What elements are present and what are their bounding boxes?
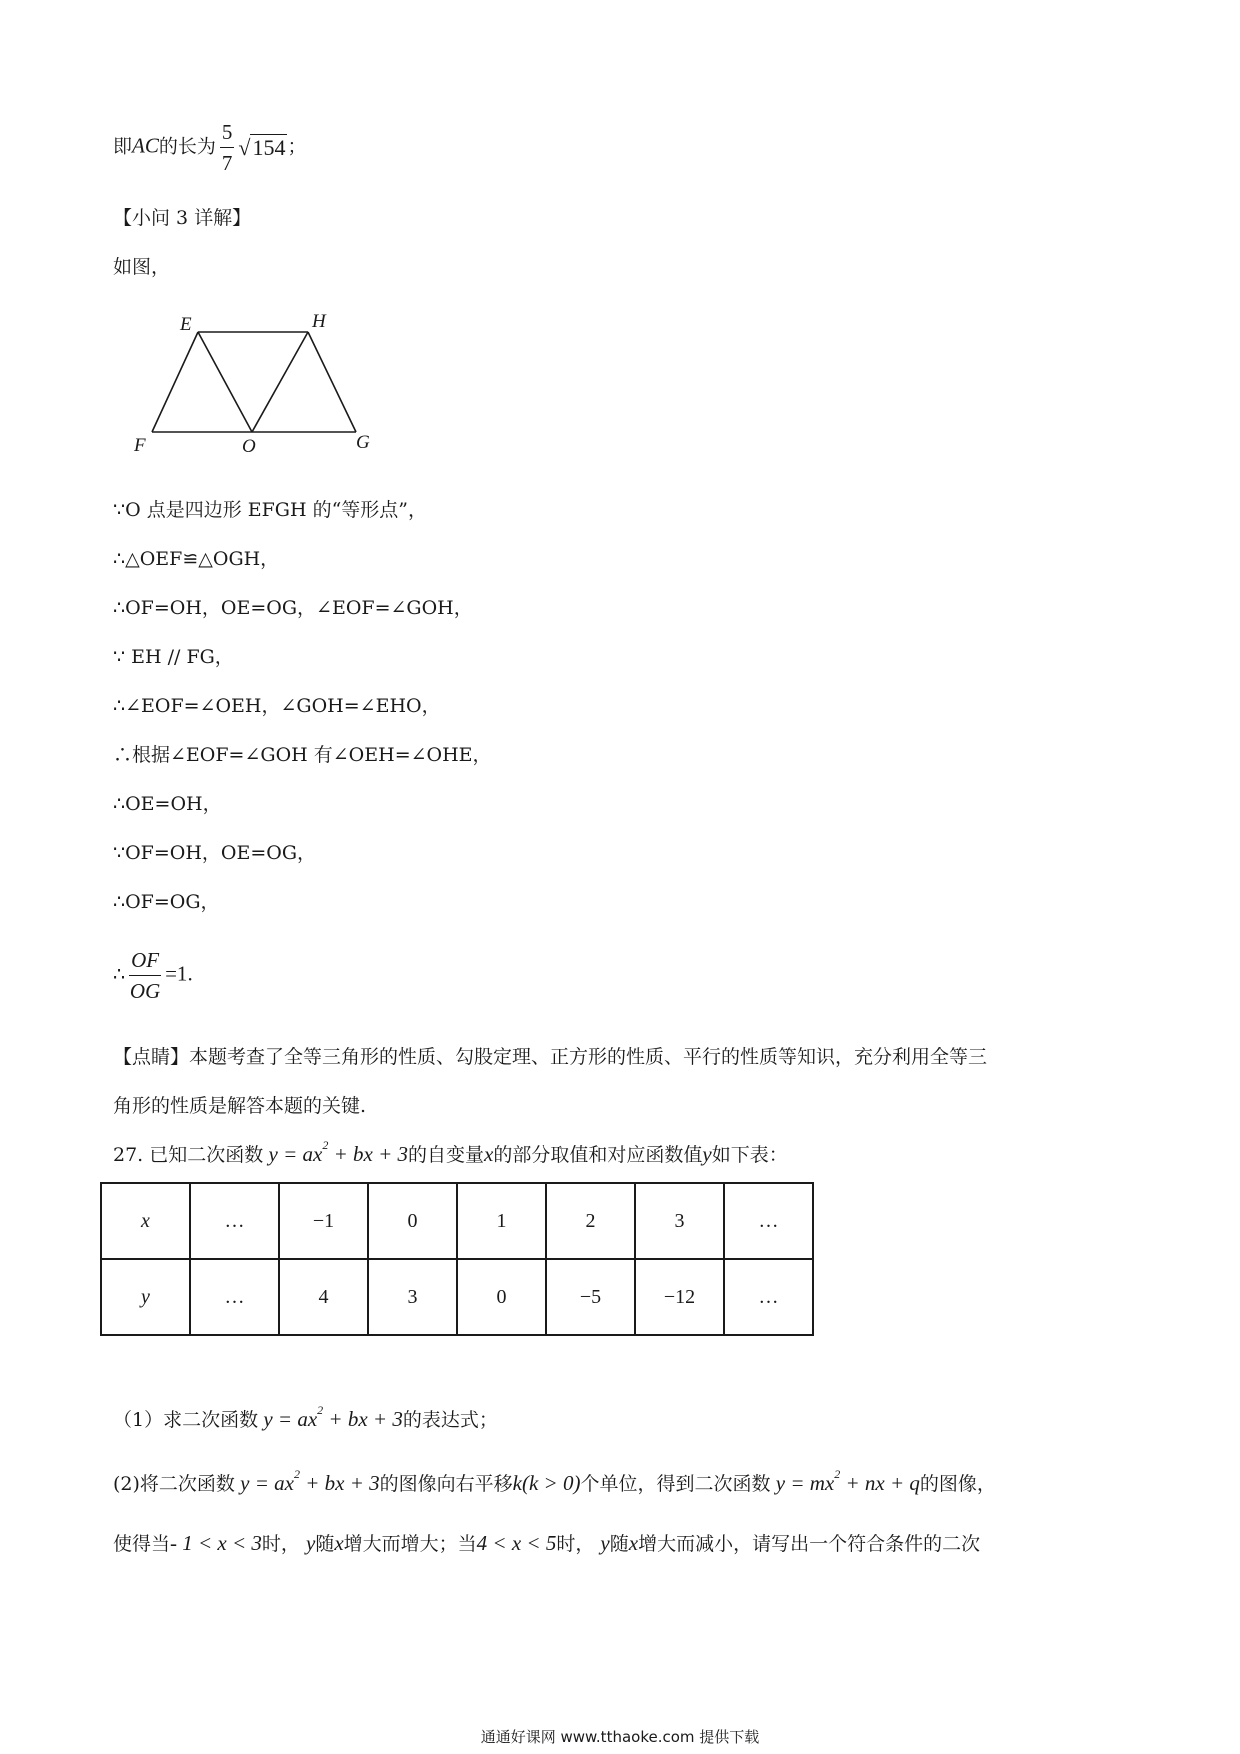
part-2-text: 随 (609, 1533, 629, 1555)
part-2-text: 时， (261, 1533, 300, 1555)
part-1 (113, 1403, 498, 1433)
part-2-text: 的图像向右平移 (379, 1473, 513, 1495)
question-text: 如下表： (711, 1144, 788, 1166)
table-cell: 0 (457, 1259, 546, 1335)
table-cell: 2 (546, 1183, 635, 1259)
label-g: G (356, 432, 370, 453)
var-x: x (628, 1531, 639, 1555)
part-2-line-1 (113, 1467, 996, 1497)
sub3-heading: 【小问 3 详解】 (113, 207, 252, 229)
part-2-text: 随 (315, 1533, 335, 1555)
table-cell: … (724, 1259, 813, 1335)
part-2-text: 增大而减小，请写出一个符合条件的二次 (638, 1533, 981, 1555)
table-cell: … (724, 1183, 813, 1259)
therefore-symbol: ∴ (113, 963, 126, 986)
shifted-function: $y = mx^2$ + nx + q (770, 1467, 920, 1495)
part-2-text: 使得当 (113, 1533, 171, 1555)
footer-credit: 通通好课网 www.tthaoke.com 提供下载 (480, 1728, 760, 1746)
table-header-y: y (101, 1259, 190, 1335)
segment-ef (152, 332, 198, 432)
label-f: F (134, 435, 146, 456)
table-cell: 3 (635, 1183, 724, 1259)
question-text: 的自变量 (408, 1144, 485, 1166)
answer-fraction (220, 117, 235, 178)
var-y: y (305, 1531, 316, 1555)
answer-mid: 的长为 (158, 135, 216, 158)
sqrt-expression: √154 (238, 134, 286, 160)
proof-step: ∵ EH // FG， (113, 646, 234, 668)
ratio-numerator: OF (129, 945, 161, 976)
answer-var: AC (132, 133, 159, 158)
shift-k: k(k > 0) (512, 1471, 581, 1495)
answer-ac-line (113, 117, 306, 178)
table-cell: 0 (368, 1183, 457, 1259)
answer-suffix: ； (287, 135, 307, 158)
part-2-text: 个单位，得到二次函数 (580, 1473, 771, 1495)
ratio-end: . (187, 961, 193, 986)
condition-1: - 1 < x < 3 (170, 1531, 262, 1555)
proof-step: ∴∠EOF=∠OEH，∠GOH=∠EHO， (113, 695, 441, 717)
fraction-denominator: 7 (221, 151, 233, 175)
part-1-end: 的表达式； (402, 1409, 498, 1431)
part-1-label: （1）求二次函数 (113, 1409, 259, 1431)
table-header-x: x (101, 1183, 190, 1259)
table-row-y (101, 1259, 813, 1335)
fraction-numerator: 5 (220, 117, 235, 148)
proof-step: ∵OF=OH，OE=OG， (113, 842, 317, 864)
question-27 (113, 1138, 788, 1168)
ratio-rhs: =1 (165, 961, 188, 986)
ratio-fraction (129, 945, 161, 1006)
answer-prefix: 即 (113, 135, 133, 158)
var-x: x (334, 1531, 344, 1555)
proof-step: ∴△OEF≌△OGH， (113, 548, 280, 570)
part-2-text: 增大而增大；当 (343, 1533, 477, 1555)
radicand: 154 (252, 134, 286, 160)
comment-line-2: 角形的性质是解答本题的关键. (113, 1095, 367, 1117)
function-expression: $y = ax^2$ + bx + 3 (234, 1467, 380, 1495)
var-y: y (702, 1142, 712, 1166)
question-text: 已知二次函数 (149, 1144, 264, 1166)
final-ratio-line (113, 945, 193, 1006)
value-table (100, 1182, 814, 1336)
proof-step: ∴OF=OH，OE=OG，∠EOF=∠GOH， (113, 597, 473, 619)
proof-step: ∴根据∠EOF=∠GOH 有∠OEH=∠OHE， (113, 744, 492, 766)
condition-2: 4 < x < 5 (476, 1531, 557, 1555)
segment-eo (198, 332, 252, 432)
var-x: x (484, 1142, 494, 1166)
trapezoid-figure (120, 310, 380, 460)
segment-ho (252, 332, 308, 432)
comment-line-1: 【点睛】本题考查了全等三角形的性质、勾股定理、正方形的性质、平行的性质等知识，充分利用全等三 (113, 1046, 988, 1068)
var-y: y (600, 1531, 610, 1555)
label-h: H (312, 311, 326, 332)
table-cell: −1 (279, 1183, 368, 1259)
function-expression: $y = ax^2$ + bx + 3 (258, 1403, 403, 1431)
part-2-line-2 (113, 1530, 980, 1557)
ratio-denominator: OG (129, 979, 161, 1003)
label-e: E (180, 314, 192, 335)
table-cell: 4 (279, 1259, 368, 1335)
table-cell: … (190, 1259, 279, 1335)
table-row-x (101, 1183, 813, 1259)
proof-step: ∴OE=OH， (113, 793, 222, 815)
table-cell: −5 (546, 1259, 635, 1335)
table-cell: … (190, 1183, 279, 1259)
table-cell: 1 (457, 1183, 546, 1259)
table-cell: 3 (368, 1259, 457, 1335)
function-expression: $y = ax^2$ + bx + 3 (263, 1138, 409, 1166)
table-cell: −12 (635, 1259, 724, 1335)
part-2-text: 的图像， (919, 1473, 996, 1495)
label-o: O (242, 436, 256, 457)
question-number: 27. (113, 1144, 144, 1166)
part-2-text: 时， (556, 1533, 595, 1555)
proof-step: ∴OF=OG， (113, 891, 220, 913)
proof-step: ∵O 点是四边形 EFGH 的“等形点”， (113, 499, 428, 521)
segment-hg (308, 332, 356, 432)
part-2-label: (2)将二次函数 (113, 1473, 235, 1495)
as-shown-text: 如图， (113, 256, 171, 278)
question-text: 的部分取值和对应函数值 (493, 1144, 703, 1166)
